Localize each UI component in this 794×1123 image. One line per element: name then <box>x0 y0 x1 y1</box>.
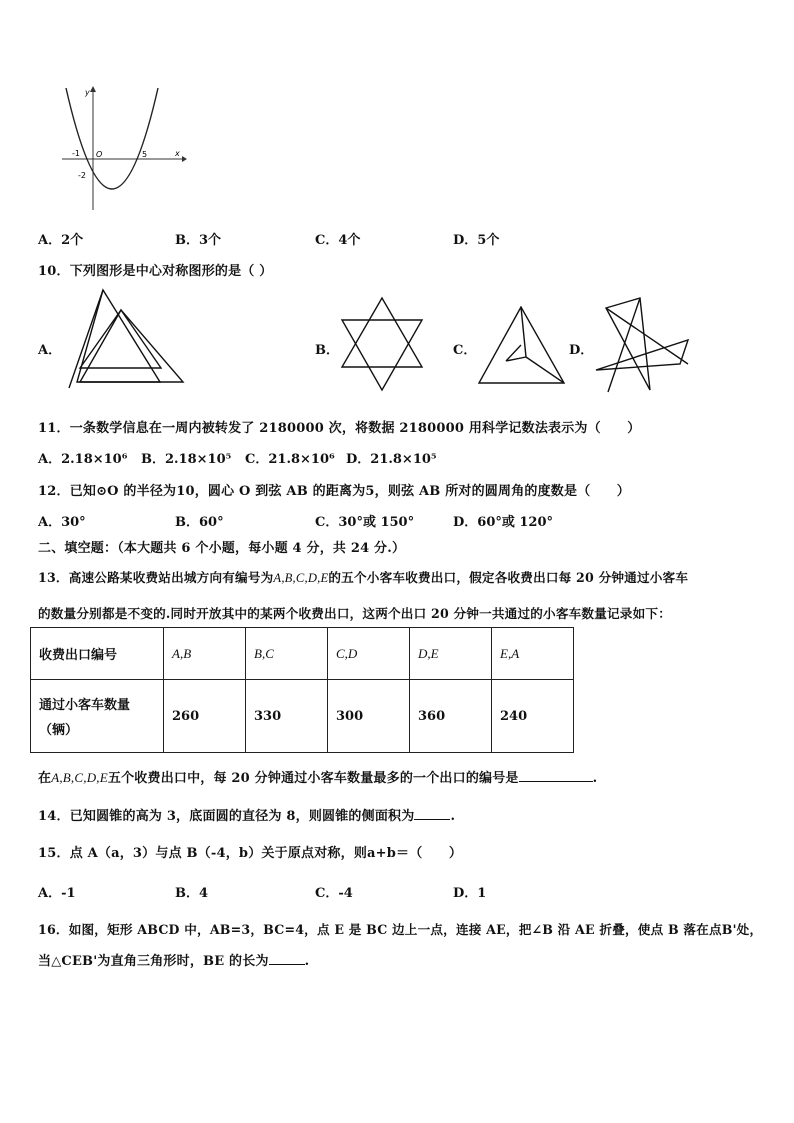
q13-after-post: 五个收费出口中，每 20 分钟通过小客车数量最多的一个出口的编号是 <box>107 771 519 786</box>
q13-table-header: E,A <box>492 628 574 680</box>
q15-option-c: C．-4 <box>315 886 353 901</box>
q16-line1: 16．如图，矩形 ABCD 中，AB=3，BC=4，点 E 是 BC 边上一点，连接 AE，把∠B 沿 AE 折叠，使点 B 落在点B'处， <box>38 922 763 937</box>
q16-answer-blank[interactable] <box>269 952 305 965</box>
q13-letters: A,B,C,D,E <box>273 571 329 585</box>
q13-after-pre: 在 <box>38 771 52 786</box>
q13-answer-blank[interactable] <box>519 769 593 782</box>
q13-table-header: B,C <box>246 628 328 680</box>
q13-table-row1-label: 收费出口编号 <box>31 628 164 680</box>
q13-line1-post: 的五个小客车收费出口，假定各收费出口每 20 分钟通过小客车 <box>328 570 689 585</box>
q9-option-c: C．4个 <box>315 233 361 248</box>
q13-table-header: A,B <box>164 628 246 680</box>
q10-option-c-label: C． <box>453 343 477 358</box>
q15-option-d: D．1 <box>453 886 487 901</box>
q15-stem: 15．点 A（a，3）与点 B（-4，b）关于原点对称，则a+b＝（ ） <box>38 846 463 861</box>
q13-table-header: C,D <box>328 628 410 680</box>
q12-option-c: C．30°或 150° <box>315 515 415 530</box>
q10-option-a-label: A． <box>38 343 62 358</box>
q13-row2-label-line2: （辆） <box>39 723 79 738</box>
q13-row2-label-line1: 通过小客车数量 <box>39 698 131 713</box>
q13-table-header: D,E <box>410 628 492 680</box>
q12-option-d: D．60°或 120° <box>453 515 554 530</box>
q10-figure-d <box>594 296 694 396</box>
q14-answer-blank[interactable] <box>414 807 450 820</box>
q11-option-c: C．21.8×10⁶ <box>245 452 335 467</box>
q11-option-a: A．2.18×10⁶ <box>38 452 128 467</box>
q15-option-b: B．4 <box>175 886 209 901</box>
q10-option-b-label: B． <box>315 343 339 358</box>
q12-option-a: A．30° <box>38 515 86 530</box>
section-2-heading: 二、填空题：（本大题共 6 个小题，每小题 4 分，共 24 分.） <box>38 541 406 556</box>
q10-stem: 10．下列图形是中心对称图形的是（ ） <box>38 264 273 279</box>
q10-figure-a <box>60 288 190 390</box>
q9-option-d: D．5个 <box>453 233 500 248</box>
q11-stem: 11．一条数学信息在一周内被转发了 2180000 次，将数据 2180000 用科学记数法表示为（ ） <box>38 421 641 436</box>
q16-end: . <box>304 954 310 969</box>
q14-stem: 14．已知圆锥的高为 3，底面圆的直径为 8，则圆锥的侧面积为 <box>38 809 415 824</box>
q13-table-value: 360 <box>410 680 492 753</box>
q13-after-letters: A,B,C,D,E <box>51 770 108 785</box>
graph-origin-label: O <box>96 150 103 159</box>
graph-tick-5: 5 <box>142 150 148 159</box>
q13-after-end: . <box>592 771 598 786</box>
q10-figure-c <box>476 305 568 387</box>
graph-tick-minus1: -1 <box>72 149 80 158</box>
q9-option-b: B．3个 <box>175 233 222 248</box>
graph-tick-minus2: -2 <box>78 171 86 180</box>
q11-option-d: D．21.8×10⁵ <box>346 452 437 467</box>
q13-table-value: 300 <box>328 680 410 753</box>
q13-table-row2-label <box>31 680 164 753</box>
q10-option-d-label: D． <box>569 343 594 358</box>
q13-table-value: 330 <box>246 680 328 753</box>
graph-x-label: x <box>175 149 180 158</box>
q16-line2 <box>38 950 309 969</box>
q10-figure-b <box>336 296 428 394</box>
parabola-graph <box>58 86 188 212</box>
q16-stem: 当△CEB'为直角三角形时，BE 的长为 <box>38 954 269 969</box>
q13-line1-pre: 13．高速公路某收费站出城方向有编号为 <box>38 570 274 585</box>
q13-table-value: 260 <box>164 680 246 753</box>
q14-end: . <box>450 809 456 824</box>
q12-stem: 12．已知⊙O 的半径为10，圆心 O 到弦 AB 的距离为5，则弦 AB 所对的圆周角的度数是（ ） <box>38 484 630 499</box>
q13-line2: 的数量分别都是不变的.同时开放其中的某两个收费出口，这两个出口 20 分钟一共通过的小客车数量记录如下： <box>38 606 671 621</box>
q13-table-value: 240 <box>492 680 574 753</box>
q13-line1 <box>38 567 688 586</box>
graph-y-label: y <box>85 88 90 97</box>
q9-option-a: A．2个 <box>38 233 84 248</box>
q12-option-b: B．60° <box>175 515 224 530</box>
q13-table <box>30 627 574 753</box>
q11-option-b: B．2.18×10⁵ <box>141 452 232 467</box>
q14-line <box>38 805 455 824</box>
q13-question <box>38 767 597 786</box>
q15-option-a: A．-1 <box>38 886 76 901</box>
